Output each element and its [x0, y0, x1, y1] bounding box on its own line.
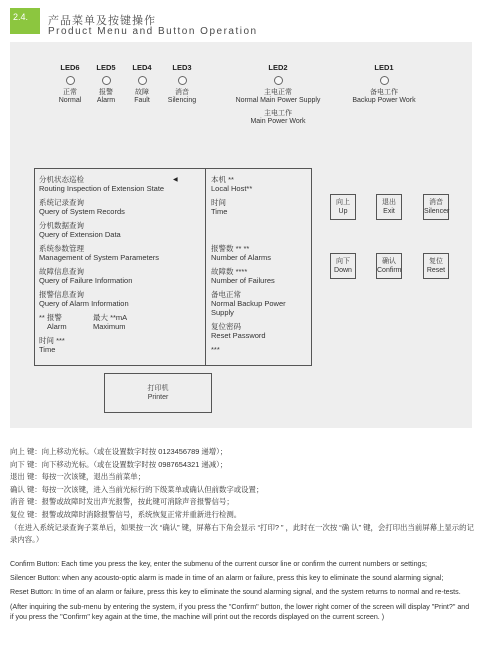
status-en: Local Host** — [211, 184, 253, 193]
key-description-en — [10, 559, 474, 626]
status-cn: 故障数 **** — [211, 267, 248, 276]
text-line: 退出 键：每按一次该键，退出当前菜单； — [10, 472, 146, 482]
menu-item — [39, 267, 201, 285]
key-label-cn: 复位 — [429, 258, 443, 265]
lcd-status-column — [211, 175, 309, 359]
status-item — [211, 322, 309, 340]
key-label-cn: 确认 — [382, 258, 396, 265]
menu-item — [39, 175, 201, 193]
menu-item-en: Query of Alarm Information — [39, 299, 129, 308]
led-caption-cn-2: 主电工作 — [264, 109, 292, 117]
key-label-cn: 向上 — [336, 199, 350, 206]
led-label: LED3 — [172, 63, 192, 72]
time-cn: 时间 *** — [39, 336, 65, 345]
status-en: Normal Backup Power Supply — [211, 299, 286, 317]
menu-item-en: Management of System Parameters — [39, 253, 160, 262]
menu-item-en: Query of Failure Information — [39, 276, 133, 285]
lcd-menu-column — [39, 175, 201, 359]
led2-indicator — [228, 64, 328, 127]
menu-item-en: Routing Inspection of Extension State — [39, 184, 165, 193]
led3-indicator — [162, 64, 202, 106]
key-label-en: Up — [338, 208, 348, 215]
text-paragraph: Confirm Button: Each time you press the key, enter the submenu of the current cursor line or confirm the current numbers or settings; — [10, 560, 428, 568]
menu-item-en: Query of Extension Data — [39, 230, 121, 239]
led-label: LED6 — [60, 63, 80, 72]
status-en: Number of Failures — [211, 276, 275, 285]
led4-indicator — [128, 64, 156, 106]
led6-indicator — [56, 64, 84, 106]
led-caption-cn: 故障 — [135, 88, 149, 96]
status-cn: 时间 — [211, 198, 226, 207]
led-caption-cn: 消音 — [175, 88, 189, 96]
led-light-icon — [138, 76, 147, 85]
menu-item-en: Query of System Records — [39, 207, 125, 216]
key-label-en: Reset — [426, 267, 446, 274]
key-label-en: Silencer — [424, 208, 450, 215]
status-cn: 本机 ** — [211, 175, 234, 184]
status-item — [211, 290, 309, 317]
led-label: LED1 — [374, 63, 394, 72]
alarm-count-cn: ** 报警 — [39, 313, 62, 322]
status-en: Number of Alarms — [211, 253, 272, 262]
status-cn: 复位密码 — [211, 322, 241, 331]
key-label-cn: 向下 — [336, 258, 350, 265]
alarm-readout — [39, 313, 201, 331]
text-paragraph: Silencer Button: when any acousto-optic alarm is made in time of an alarm or failure, press this key to eliminate the sound alarming signal; — [10, 574, 444, 583]
status-en: Time — [211, 207, 228, 216]
led-caption-en: Normal Main Power Supply — [235, 97, 321, 104]
menu-item-cn: 故障信息查询 — [39, 267, 84, 276]
key-label-cn: 消音 — [429, 199, 443, 206]
led-caption-en-2: Main Power Work — [250, 118, 306, 125]
menu-item-cn: 系统参数管理 — [39, 244, 84, 253]
menu-item-cn: 分机状态巡检 — [39, 175, 84, 184]
led-caption-cn: 备电工作 — [370, 88, 398, 96]
silencer-key[interactable] — [423, 194, 449, 220]
status-item — [211, 267, 309, 285]
time-en: Time — [39, 345, 56, 354]
confirm-key[interactable] — [376, 253, 402, 279]
status-cn: 报警数 ** ** — [211, 244, 250, 253]
text-line: 复位 键：报警或故障时消除报警信号，系统恢复正常并重新进行检测。 — [10, 509, 242, 519]
menu-item — [39, 198, 201, 216]
cursor-arrow-icon: ◀ — [173, 177, 178, 183]
printer-slot — [104, 373, 212, 413]
printer-label-cn: 打印机 — [147, 385, 169, 392]
status-item — [211, 198, 309, 216]
password-mask: *** — [211, 345, 220, 354]
time-readout — [39, 336, 201, 354]
text-line: （在进入系统记录查询子菜单后，如果按一次 “确认” 键，屏幕右下角会显示 “打印? ” ，此时在一次按 “确 认” 键，会打印出当前屏幕上显示的记录内容。） — [10, 522, 474, 545]
control-panel-diagram — [10, 42, 472, 428]
led-label: LED4 — [132, 63, 152, 72]
led-light-icon — [66, 76, 75, 85]
led-caption-en: Fault — [134, 97, 150, 104]
max-current-en: Maximum — [93, 322, 126, 331]
status-en: Reset Password — [211, 331, 266, 340]
led-light-icon — [380, 76, 389, 85]
down-key[interactable] — [330, 253, 356, 279]
menu-item-cn: 分机数据查询 — [39, 221, 84, 230]
led-light-icon — [102, 76, 111, 85]
led-caption-cn: 主电正常 — [264, 88, 292, 96]
led-caption-cn: 正常 — [63, 88, 77, 96]
text-line: 消音 键：报警或故障时发出声光报警，按此键可消除声音报警信号； — [10, 497, 234, 507]
key-description-cn — [10, 446, 474, 547]
alarm-count-en: Alarm — [47, 322, 67, 331]
led-caption-en: Silencing — [167, 97, 197, 104]
key-label-en: Confirm — [377, 267, 402, 274]
led5-indicator — [92, 64, 120, 106]
max-current-cn: 最大 **mA — [93, 313, 128, 322]
up-key[interactable] — [330, 194, 356, 220]
menu-item — [39, 221, 201, 239]
printer-label-en: Printer — [147, 394, 169, 401]
menu-item-cn: 报警信息查询 — [39, 290, 84, 299]
exit-key[interactable] — [376, 194, 402, 220]
led1-indicator — [344, 64, 424, 106]
menu-item-cn: 系统记录查询 — [39, 198, 84, 207]
led-label: LED2 — [268, 63, 288, 72]
status-item — [211, 244, 309, 262]
text-line: 确认 键：每按一次该键，进入当前光标行的下级菜单或确认但前数字或设置； — [10, 484, 264, 494]
text-paragraph: (After inquiring the sub-menu by entering the system, if you press the "Confirm" button, the lower right corner of the screen will display "Print?" and if you press the "Confirm" key again at the time, the machine will print out the records displayed on the current screen. ) — [10, 602, 470, 621]
led-light-icon — [274, 76, 283, 85]
key-label-en: Exit — [383, 208, 395, 215]
lcd-screen — [34, 168, 312, 366]
menu-item — [39, 244, 201, 262]
section-title-cn: 产品菜单及按键操作 — [48, 15, 156, 27]
led-light-icon — [178, 76, 187, 85]
led-label: LED5 — [96, 63, 116, 72]
status-item — [211, 175, 309, 193]
reset-key[interactable] — [423, 253, 449, 279]
menu-item — [39, 290, 201, 308]
key-label-en: Down — [334, 267, 352, 274]
led-caption-cn: 报警 — [99, 88, 113, 96]
text-line: 向下 键：向下移动光标。（或在设置数字时按 0987654321 递减）； — [10, 459, 228, 469]
section-number: 2.4. — [10, 8, 40, 34]
led-caption-en: Alarm — [96, 97, 116, 104]
led-caption-en: Backup Power Work — [352, 97, 416, 104]
key-label-cn: 退出 — [382, 199, 396, 206]
text-line: 向上 键：向上移动光标。（或在设置数字时按 0123456789 递增）； — [10, 447, 228, 456]
section-title-en: Product Menu and Button Operation — [48, 26, 258, 37]
status-cn: 备电正常 — [211, 290, 241, 299]
led-caption-en: Normal — [58, 97, 82, 104]
text-paragraph: Reset Button: In time of an alarm or failure, press this key to eliminate the sound alarming signal, and the system returns to normal and re-tests. — [10, 588, 461, 597]
lcd-divider — [205, 169, 206, 365]
